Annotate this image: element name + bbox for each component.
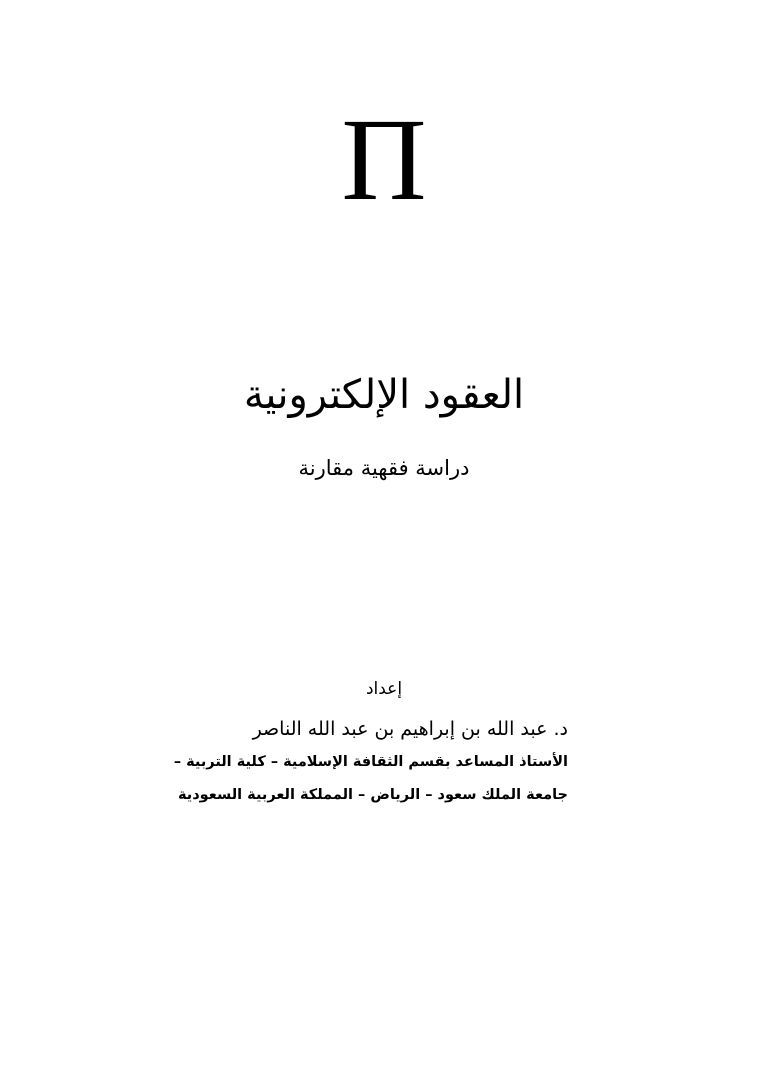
prepared-by-label: إعداد bbox=[365, 679, 403, 699]
author-affiliation-line-2: جامعة الملك سعود – الرياض – المملكة العربية السعودية bbox=[178, 787, 568, 803]
book-subtitle: دراسة فقهية مقارنة bbox=[298, 456, 470, 480]
book-title: العقود الإلكترونية bbox=[243, 372, 525, 418]
pi-symbol: Π bbox=[341, 94, 427, 225]
author-affiliation-line-1: الأستاذ المساعد بقسم الثقافة الإسلامية – كلية التربية – bbox=[173, 754, 568, 770]
author-name: د. عبد الله بن إبراهيم بن عبد الله الناصر bbox=[252, 718, 568, 740]
author-block bbox=[173, 712, 568, 812]
